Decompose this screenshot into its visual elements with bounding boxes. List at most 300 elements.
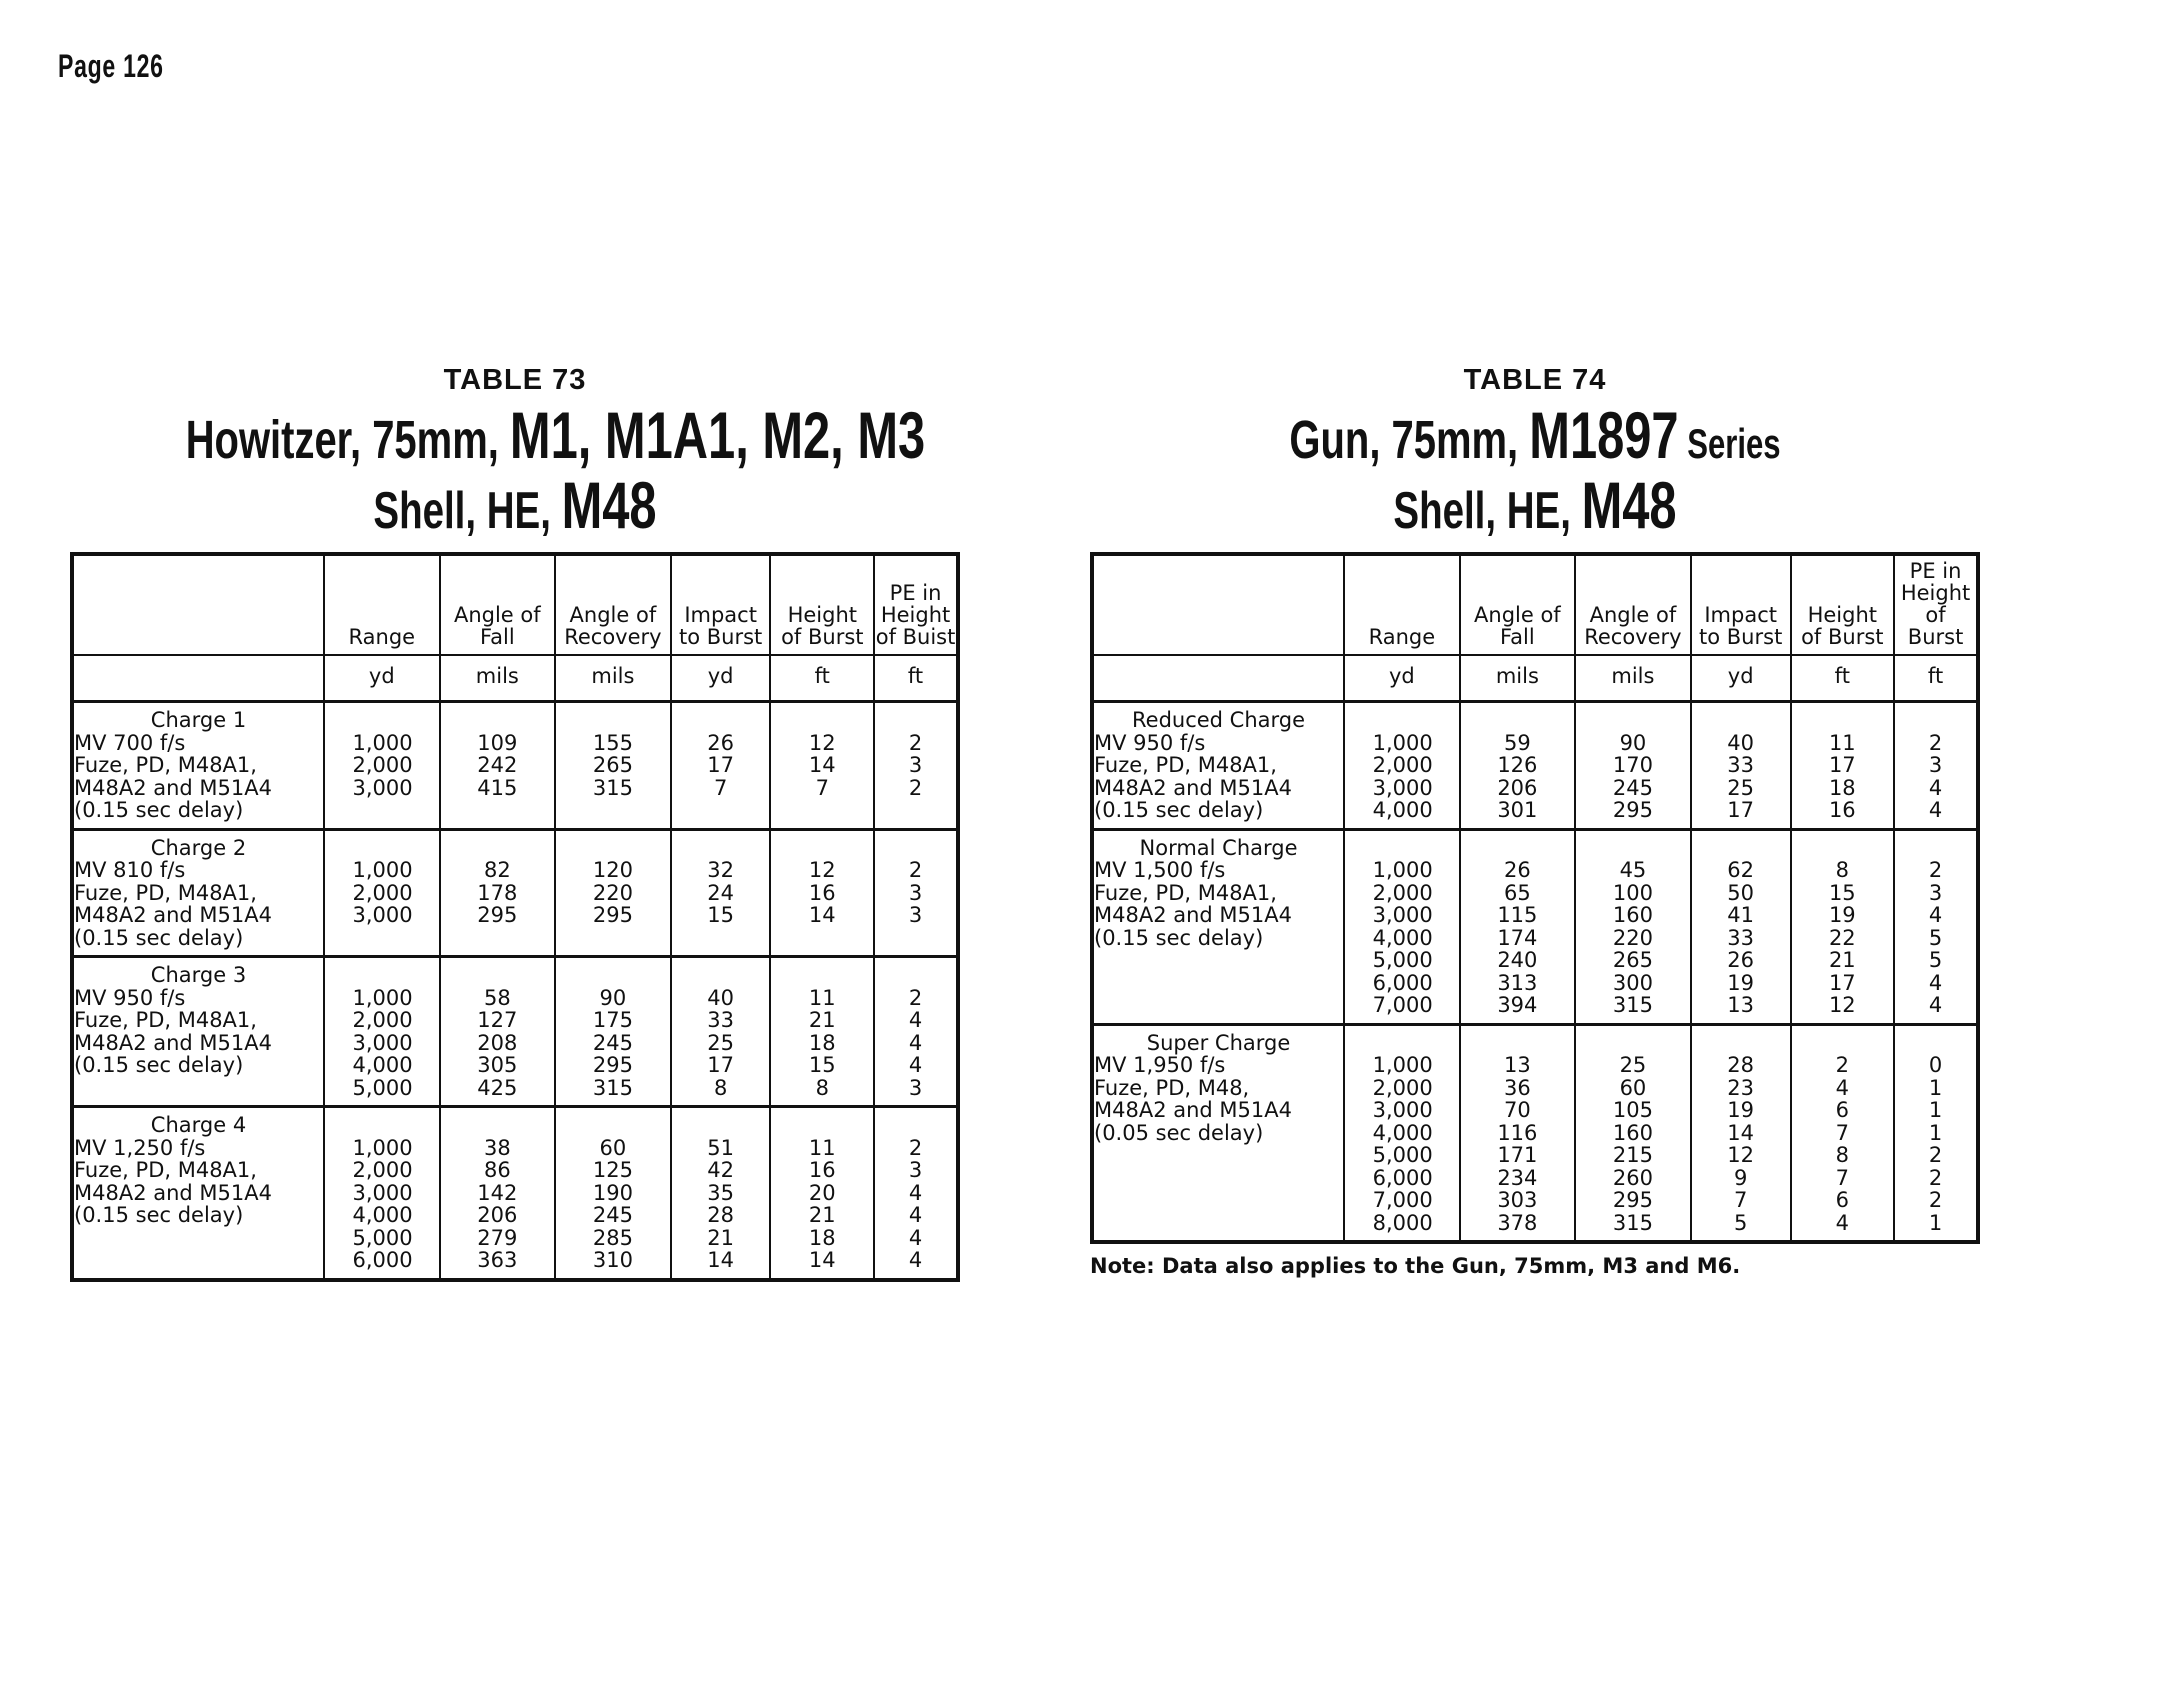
cell-value: 5,000 — [352, 1225, 413, 1250]
cell-value: 50 — [1727, 880, 1755, 905]
cell-value: 40 — [707, 985, 734, 1010]
cell-value: 35 — [707, 1180, 734, 1205]
column-header — [555, 554, 671, 655]
charge-detail: MV 1,250 f/s — [74, 1135, 206, 1160]
cell-value: 28 — [707, 1203, 734, 1227]
spacer — [325, 709, 413, 732]
cell-value: 5 — [1928, 948, 1943, 972]
cell-value: 2,000 — [352, 1008, 413, 1032]
cell-value: 160 — [1612, 1120, 1653, 1145]
cell-value: 160 — [1612, 903, 1653, 927]
value-column-cell — [1575, 1024, 1691, 1242]
cell-value: 4,000 — [352, 1203, 413, 1227]
value-column-cell — [324, 957, 440, 1107]
cell-value: 4,000 — [1372, 925, 1433, 950]
value-column-cell — [1344, 1024, 1460, 1242]
cell-value: 21 — [707, 1225, 734, 1250]
charge-detail: M48A2 and M51A4 — [74, 775, 272, 800]
cell-value: 295 — [592, 903, 633, 927]
cell-value: 2,000 — [352, 753, 413, 777]
cell-value: 4 — [1928, 798, 1943, 822]
cell-value: 2 — [1928, 858, 1943, 882]
unit-label: mils — [1575, 655, 1691, 702]
charge-detail: MV 950 f/s — [1094, 730, 1206, 755]
cell-value: 14 — [808, 1248, 836, 1272]
value-column-cell — [324, 702, 440, 830]
spacer — [441, 837, 554, 860]
cell-value: 14 — [707, 1248, 734, 1272]
cell-value: 3 — [908, 880, 923, 905]
value-column-cell — [555, 829, 671, 957]
table-subtitle — [1206, 470, 1865, 540]
cell-value: 16 — [1828, 798, 1856, 822]
page-number: Page 126 — [58, 48, 164, 84]
cell-value: 51 — [707, 1135, 734, 1160]
units-row — [72, 655, 958, 702]
cell-value: 7,000 — [1372, 1188, 1433, 1212]
cell-value: 8 — [815, 1075, 829, 1100]
value-column-cell — [671, 829, 771, 957]
cell-value: 90 — [599, 985, 627, 1010]
cell-value: 175 — [592, 1008, 633, 1032]
header-row — [1092, 554, 1978, 655]
charge-label — [1092, 1024, 1344, 1242]
charge-detail: Fuze, PD, M48A1, — [74, 1008, 257, 1032]
cell-value: 208 — [477, 1030, 518, 1055]
value-column-cell — [770, 829, 874, 957]
cell-value: 18 — [1828, 775, 1856, 800]
cell-value: 2 — [1928, 730, 1943, 755]
units-row — [1092, 655, 1978, 702]
cell-value: 127 — [477, 1008, 518, 1032]
cell-value: 4 — [908, 1225, 923, 1250]
header-line: PE in — [1909, 559, 1962, 583]
unit-label: yd — [671, 655, 771, 702]
value-column-cell — [1460, 702, 1575, 830]
charge-detail: (0.15 sec delay) — [1094, 925, 1264, 950]
table-title — [1206, 400, 1865, 470]
cell-value: 62 — [1727, 858, 1755, 882]
cell-value: 22 — [1828, 925, 1856, 950]
value-column-cell — [874, 1107, 958, 1280]
header-line: Height — [787, 603, 857, 627]
value-column-cell — [874, 957, 958, 1107]
cell-value: 2 — [908, 730, 923, 755]
cell-value: 295 — [1612, 798, 1653, 822]
charge-group-row — [1092, 702, 1978, 830]
cell-value: 16 — [808, 880, 836, 905]
title-part: M1, M1A1, M2, M3 — [509, 398, 926, 472]
column-header — [324, 554, 440, 655]
table-number: TABLE 74 — [1463, 364, 1607, 396]
cell-value: 315 — [592, 775, 633, 800]
charge-detail: M48A2 and M51A4 — [74, 1030, 272, 1055]
cell-value: 12 — [808, 858, 836, 882]
cell-value: 234 — [1497, 1165, 1538, 1190]
cell-value: 7 — [1835, 1120, 1849, 1145]
spacer — [1576, 1032, 1690, 1055]
charge-label — [72, 702, 324, 830]
cell-value: 4 — [1928, 903, 1943, 927]
spacer — [1461, 1032, 1574, 1055]
spacer — [441, 1114, 554, 1137]
cell-value: 242 — [477, 753, 518, 777]
header-line: Recovery — [1584, 625, 1682, 649]
cell-value: 378 — [1497, 1210, 1538, 1235]
cell-value: 120 — [592, 858, 633, 882]
cell-value: 40 — [1727, 730, 1755, 755]
header-blank-cell — [1092, 554, 1344, 655]
cell-value: 12 — [1828, 993, 1856, 1017]
value-column-cell — [1460, 829, 1575, 1024]
cell-value: 58 — [483, 985, 511, 1010]
cell-value: 415 — [477, 775, 518, 800]
cell-value: 25 — [1619, 1053, 1647, 1077]
cell-value: 42 — [707, 1158, 734, 1182]
cell-value: 32 — [707, 858, 734, 882]
unit-label: yd — [1691, 655, 1791, 702]
charge-name: Charge 4 — [150, 1113, 247, 1137]
cell-value: 109 — [477, 730, 518, 755]
column-header — [1894, 554, 1978, 655]
cell-value: 17 — [1828, 970, 1856, 995]
charge-label — [72, 957, 324, 1107]
charge-detail: M48A2 and M51A4 — [74, 1180, 272, 1205]
cell-value: 12 — [1727, 1143, 1755, 1167]
cell-value: 125 — [592, 1158, 633, 1182]
cell-value: 0 — [1928, 1053, 1943, 1077]
cell-value: 5,000 — [1372, 1143, 1433, 1167]
cell-value: 6 — [1835, 1098, 1849, 1122]
cell-value: 116 — [1497, 1120, 1538, 1145]
table-title — [185, 398, 926, 472]
cell-value: 170 — [1612, 753, 1653, 777]
value-column-cell — [1575, 702, 1691, 830]
spacer — [441, 964, 554, 987]
cell-value: 1,000 — [352, 1135, 413, 1160]
cell-value: 315 — [592, 1075, 633, 1100]
unit-label: ft — [874, 655, 958, 702]
units-blank-cell — [72, 655, 324, 702]
value-column-cell — [770, 957, 874, 1107]
cell-value: 24 — [707, 880, 734, 905]
cell-value: 425 — [477, 1075, 518, 1100]
unit-label: ft — [1791, 655, 1895, 702]
cell-value: 1,000 — [352, 985, 413, 1010]
spacer — [1576, 709, 1690, 732]
cell-value: 1 — [1928, 1210, 1943, 1235]
spacer — [672, 1114, 770, 1137]
cell-value: 2 — [1928, 1143, 1943, 1167]
spacer — [556, 709, 670, 732]
value-column-cell — [671, 702, 771, 830]
header-line: Impact — [1704, 603, 1777, 627]
unit-label: ft — [1894, 655, 1978, 702]
cell-value: 142 — [477, 1180, 518, 1205]
charge-group-row — [1092, 1024, 1978, 1242]
charge-name: Normal Charge — [1139, 835, 1298, 860]
charge-name: Super Charge — [1146, 1030, 1291, 1055]
value-column-cell — [440, 1107, 555, 1280]
column-header — [1344, 554, 1460, 655]
value-column-cell — [1791, 829, 1895, 1024]
cell-value: 45 — [1619, 858, 1647, 882]
cell-value: 17 — [707, 1053, 734, 1077]
value-column-cell — [671, 957, 771, 1107]
value-column-cell — [770, 1107, 874, 1280]
cell-value: 285 — [592, 1225, 633, 1250]
cell-value: 14 — [808, 903, 836, 927]
cell-value: 215 — [1612, 1143, 1653, 1167]
spacer — [875, 709, 956, 732]
cell-value: 36 — [1504, 1075, 1531, 1100]
spacer — [771, 709, 873, 732]
charge-name: Reduced Charge — [1132, 708, 1306, 732]
column-header — [874, 554, 958, 655]
unit-label: ft — [770, 655, 874, 702]
cell-value: 7 — [1835, 1165, 1849, 1190]
header-line: of Burst — [1907, 603, 1964, 649]
cell-value: 105 — [1612, 1098, 1653, 1122]
cell-value: 303 — [1497, 1188, 1538, 1212]
cell-value: 305 — [477, 1053, 518, 1077]
value-column-cell — [1344, 702, 1460, 830]
spacer — [1461, 709, 1574, 732]
cell-value: 100 — [1612, 880, 1653, 905]
cell-value: 4,000 — [1372, 798, 1433, 822]
cell-value: 26 — [707, 730, 734, 755]
cell-value: 82 — [483, 858, 511, 882]
cell-value: 8 — [1835, 1143, 1849, 1167]
header-line: of Burst — [1801, 625, 1884, 649]
value-column-cell — [1575, 829, 1691, 1024]
header-line: Fall — [479, 625, 515, 649]
spacer — [556, 964, 670, 987]
cell-value: 245 — [592, 1030, 633, 1055]
value-column-cell — [324, 829, 440, 957]
subtitle-part: M48 — [1581, 468, 1677, 542]
cell-value: 18 — [808, 1225, 836, 1250]
cell-value: 16 — [808, 1158, 836, 1182]
cell-value: 1,000 — [352, 858, 413, 882]
spacer — [771, 964, 873, 987]
cell-value: 6,000 — [1372, 1165, 1433, 1190]
cell-value: 6,000 — [352, 1248, 413, 1272]
value-column-cell — [1691, 1024, 1791, 1242]
value-column-cell — [874, 829, 958, 957]
cell-value: 4 — [908, 1248, 923, 1272]
charge-detail: MV 700 f/s — [74, 730, 186, 755]
spacer — [556, 1114, 670, 1137]
spacer — [1895, 709, 1976, 732]
cell-value: 59 — [1504, 730, 1531, 755]
spacer — [1345, 837, 1433, 860]
spacer — [1792, 1032, 1894, 1055]
charge-detail: (0.15 sec delay) — [74, 1053, 244, 1077]
charge-detail: M48A2 and M51A4 — [1094, 903, 1292, 927]
cell-value: 4 — [908, 1053, 923, 1077]
cell-value: 3 — [1928, 753, 1943, 777]
charge-group-row — [1092, 829, 1978, 1024]
spacer — [875, 1114, 956, 1137]
cell-value: 3,000 — [352, 903, 413, 927]
table-body — [72, 702, 958, 1280]
charge-detail: Fuze, PD, M48A1, — [1094, 753, 1277, 777]
cell-value: 17 — [1828, 753, 1856, 777]
value-column-cell — [440, 829, 555, 957]
cell-value: 5 — [1733, 1210, 1748, 1235]
cell-value: 15 — [1828, 880, 1856, 905]
cell-value: 8 — [1835, 858, 1849, 882]
cell-value: 33 — [1727, 753, 1755, 777]
spacer — [1792, 837, 1894, 860]
cell-value: 363 — [477, 1248, 518, 1272]
cell-value: 4 — [908, 1203, 923, 1227]
cell-value: 240 — [1497, 948, 1538, 972]
cell-value: 21 — [808, 1203, 836, 1227]
cell-value: 3,000 — [1372, 775, 1433, 800]
cell-value: 315 — [1612, 993, 1653, 1017]
cell-value: 2,000 — [1372, 880, 1433, 905]
cell-value: 301 — [1497, 798, 1538, 822]
value-column-cell — [1791, 1024, 1895, 1242]
cell-value: 13 — [1727, 993, 1755, 1017]
cell-value: 265 — [592, 753, 633, 777]
cell-value: 9 — [1733, 1165, 1748, 1190]
charge-label — [1092, 829, 1344, 1024]
cell-value: 2 — [908, 858, 923, 882]
cell-value: 2 — [1928, 1165, 1943, 1190]
header-line: to Burst — [1699, 625, 1783, 649]
cell-value: 33 — [707, 1008, 734, 1032]
value-column-cell — [1344, 829, 1460, 1024]
cell-value: 4 — [1928, 970, 1943, 995]
value-column-cell — [1691, 702, 1791, 830]
charge-detail: MV 1,500 f/s — [1094, 858, 1226, 882]
charge-detail: MV 1,950 f/s — [1094, 1053, 1226, 1077]
cell-value: 14 — [808, 753, 836, 777]
spacer — [771, 1114, 873, 1137]
header-line: Angle of — [569, 603, 657, 627]
cell-value: 17 — [707, 753, 734, 777]
charge-name: Charge 2 — [150, 835, 247, 860]
charge-group-row — [72, 957, 958, 1107]
cell-value: 174 — [1497, 925, 1538, 950]
cell-value: 20 — [808, 1180, 836, 1205]
units-blank-cell — [1092, 655, 1344, 702]
cell-value: 60 — [599, 1135, 627, 1160]
value-column-cell — [324, 1107, 440, 1280]
cell-value: 206 — [1497, 775, 1538, 800]
charge-group-row — [72, 1107, 958, 1280]
charge-label — [1092, 702, 1344, 830]
header-line: PE in — [889, 581, 942, 605]
charge-detail: (0.05 sec delay) — [1094, 1120, 1264, 1145]
cell-value: 7 — [1733, 1188, 1748, 1212]
cell-value: 3 — [908, 1075, 923, 1100]
spacer — [771, 837, 873, 860]
spacer — [1792, 709, 1894, 732]
cell-value: 300 — [1612, 970, 1653, 995]
cell-value: 8 — [713, 1075, 728, 1100]
value-column-cell — [770, 702, 874, 830]
charge-detail: Fuze, PD, M48, — [1094, 1075, 1250, 1100]
header-line: Height — [1807, 603, 1878, 627]
value-column-cell — [1791, 702, 1895, 830]
charge-detail: (0.15 sec delay) — [74, 925, 244, 950]
charge-detail: (0.15 sec delay) — [74, 1203, 244, 1227]
cell-value: 2,000 — [352, 1158, 413, 1182]
value-column-cell — [1894, 829, 1978, 1024]
spacer — [1692, 709, 1790, 732]
cell-value: 155 — [592, 730, 633, 755]
charge-detail: Fuze, PD, M48A1, — [74, 1158, 257, 1182]
spacer — [1895, 837, 1976, 860]
cell-value: 4 — [908, 1008, 923, 1032]
spacer — [556, 837, 670, 860]
cell-value: 11 — [808, 985, 836, 1010]
cell-value: 4 — [1928, 775, 1943, 800]
value-column-cell — [440, 702, 555, 830]
charge-detail: M48A2 and M51A4 — [1094, 775, 1292, 800]
title-part: M1897 — [1529, 398, 1679, 472]
header-line: Angle of — [453, 603, 541, 627]
cell-value: 7 — [815, 775, 829, 800]
cell-value: 4 — [1835, 1075, 1849, 1100]
header-line: Height — [880, 603, 951, 627]
cell-value: 6,000 — [1372, 970, 1433, 995]
cell-value: 190 — [592, 1180, 633, 1205]
cell-value: 265 — [1612, 948, 1653, 972]
cell-value: 12 — [808, 730, 836, 755]
spacer — [325, 1114, 413, 1137]
table-header — [1092, 554, 1978, 702]
cell-value: 1 — [1928, 1075, 1943, 1100]
cell-value: 5,000 — [352, 1075, 413, 1100]
cell-value: 70 — [1504, 1098, 1531, 1122]
cell-value: 7,000 — [1372, 993, 1433, 1017]
cell-value: 3,000 — [1372, 1098, 1433, 1122]
header-line: Recovery — [564, 625, 662, 649]
charge-label — [72, 1107, 324, 1280]
title-part: Howitzer, 75mm, — [185, 410, 510, 470]
value-column-cell — [1894, 702, 1978, 830]
cell-value: 115 — [1497, 903, 1538, 927]
spacer — [325, 837, 413, 860]
cell-value: 25 — [1727, 775, 1755, 800]
value-column-cell — [1691, 829, 1791, 1024]
cell-value: 2 — [908, 775, 923, 800]
cell-value: 3 — [908, 903, 923, 927]
cell-value: 90 — [1619, 730, 1647, 755]
cell-value: 4,000 — [352, 1053, 413, 1077]
cell-value: 295 — [592, 1053, 633, 1077]
header-line: to Burst — [678, 625, 763, 649]
cell-value: 25 — [707, 1030, 734, 1055]
value-column-cell — [874, 702, 958, 830]
charge-group-row — [72, 829, 958, 957]
cell-value: 38 — [483, 1135, 511, 1160]
cell-value: 13 — [1504, 1053, 1531, 1077]
cell-value: 19 — [1727, 1098, 1755, 1122]
cell-value: 220 — [592, 880, 633, 905]
cell-value: 2 — [1928, 1188, 1943, 1212]
value-column-cell — [555, 702, 671, 830]
cell-value: 18 — [808, 1030, 836, 1055]
unit-label: mils — [1460, 655, 1575, 702]
cell-value: 33 — [1727, 925, 1755, 950]
cell-value: 4,000 — [1372, 1120, 1433, 1145]
